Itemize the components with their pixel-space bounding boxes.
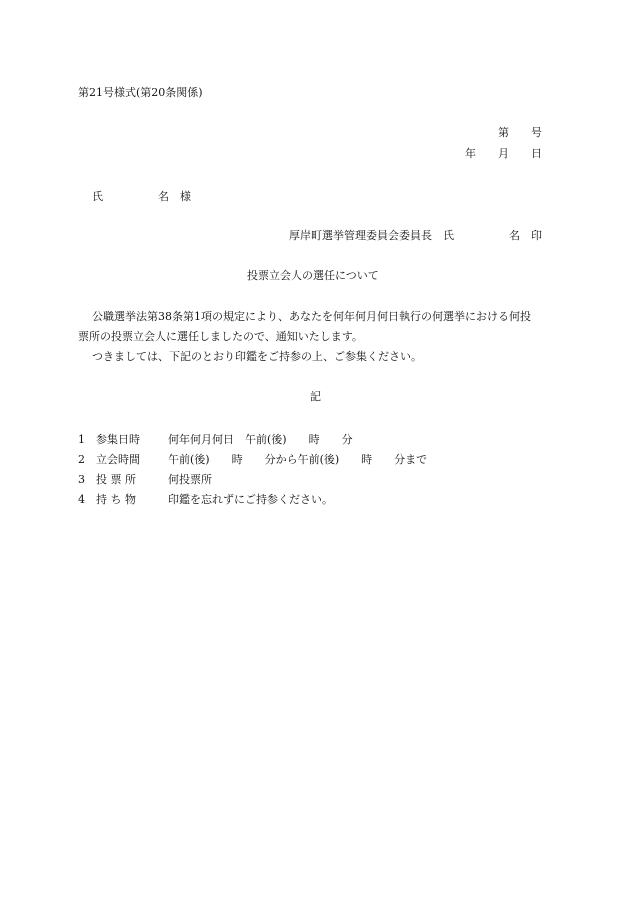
item-number: 2 — [78, 453, 85, 466]
item-number: 1 — [78, 433, 85, 446]
body-paragraph-line-2: 票所の投票立会人に選任しましたので、通知いたします。 — [78, 330, 363, 343]
item-number: 4 — [78, 493, 85, 506]
list-item — [78, 493, 333, 507]
list-item — [78, 453, 427, 467]
document-title: 投票立会人の選任について — [247, 269, 379, 282]
recipient-name: 氏 名 様 — [92, 190, 191, 203]
sender-signature: 厚岸町選挙管理委員会委員長 氏 名 印 — [289, 229, 542, 242]
item-value: 何投票所 — [168, 473, 212, 486]
list-item — [78, 473, 212, 487]
item-label: 持 ち 物 — [96, 493, 136, 506]
list-item — [78, 433, 353, 447]
document-date: 年 月 日 — [465, 147, 542, 160]
item-label: 立会時間 — [96, 453, 140, 466]
ki-heading: 記 — [310, 390, 321, 403]
item-label: 参集日時 — [96, 433, 140, 446]
item-value: 何年何月何日 午前(後) 時 分 — [168, 433, 353, 446]
item-number: 3 — [78, 473, 85, 486]
item-value: 午前(後) 時 分から午前(後) 時 分まで — [168, 453, 428, 466]
body-paragraph-line-3: つきましては、下記のとおり印鑑をご持参の上、ご参集ください。 — [92, 350, 422, 363]
item-value: 印鑑を忘れずにご持参ください。 — [168, 493, 333, 506]
document-number: 第 号 — [498, 126, 542, 139]
form-label: 第21号様式(第20条関係) — [78, 86, 203, 99]
body-paragraph-line-1: 公職選挙法第38条第1項の規定により、あなたを何年何月何日執行の何選挙における何投 — [92, 310, 531, 323]
item-label: 投 票 所 — [96, 473, 136, 486]
